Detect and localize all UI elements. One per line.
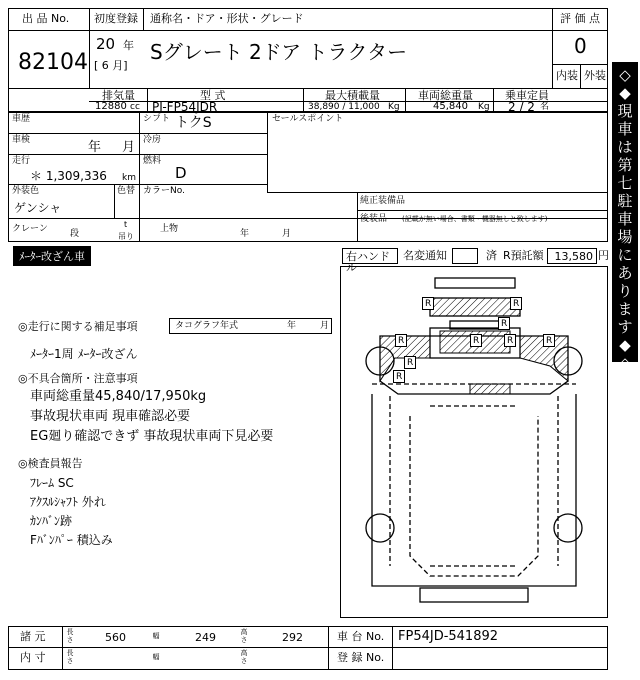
sidebar-char: ま <box>617 300 633 318</box>
gross-weight-label: 車両総重量 <box>418 89 473 102</box>
defects-title: ◎不具合箇所・注意事項 <box>18 372 138 385</box>
sales-point-label: セールスポイント <box>272 114 344 124</box>
damage-mark-r: R <box>422 297 434 310</box>
capacity-value: 2 / 2 <box>508 100 535 114</box>
footer-frame <box>8 626 608 670</box>
inspection-label: 車検 <box>12 135 31 145</box>
inspection-year-unit: 年 <box>88 140 102 155</box>
capacity-unit: 名 <box>540 102 550 112</box>
inspector-title: ◎検査員報告 <box>18 457 83 470</box>
aftermarket-note: (記載が無い場合、書類・機器無しと致します) <box>402 215 548 223</box>
width-value: 249 <box>195 631 216 644</box>
sidebar-char: 第 <box>617 156 633 174</box>
capacity-label: 乗車定員 <box>505 89 549 102</box>
genuine-label: 純正装備品 <box>360 196 406 206</box>
defect-line: 事故現状車両 現車確認必要 <box>30 409 191 424</box>
ext-color-label: 外装色 <box>12 186 40 196</box>
shift-value: トクS <box>175 115 212 131</box>
sidebar-char: 駐 <box>617 192 633 210</box>
shift-label: シフト <box>143 114 171 124</box>
aftermarket-label: 後装品 <box>360 214 388 224</box>
r-amount: 13,580 <box>547 248 597 264</box>
meter-tampered-tag: ﾒｰﾀｰ改ざん車 <box>13 246 91 266</box>
exterior-label: 外装 <box>584 69 606 82</box>
mileage-unit: km <box>122 173 136 183</box>
sidebar-char: あ <box>617 264 633 282</box>
name-change-box <box>452 248 478 264</box>
defect-line: 車両総重量45,840/17,950kg <box>30 389 207 404</box>
length-value: 560 <box>105 631 126 644</box>
inspector-line: ﾌﾚｰﾑ SC <box>30 476 74 490</box>
damage-mark-r: R <box>395 334 407 347</box>
name-change-label: 名変通知 <box>403 249 447 262</box>
sidebar-char: ◆ <box>619 84 631 102</box>
sidebar-char: 車 <box>617 210 633 228</box>
chassis-label: 車 台 No. <box>337 630 385 643</box>
aircon-label: 冷房 <box>143 135 162 145</box>
lot-no-label: 出 品 No. <box>22 12 70 25</box>
max-load-label: 最大積載量 <box>325 89 380 102</box>
damage-mark-r: R <box>498 317 510 330</box>
damage-mark-r: R <box>510 297 522 310</box>
int-length-label: 長さ <box>66 649 74 665</box>
displacement-label: 排気量 <box>102 89 135 102</box>
model-desc: Sグレート 2ドア トラクター <box>150 40 408 64</box>
steering-box: 右ハンドル <box>342 248 398 264</box>
damage-mark-r: R <box>543 334 555 347</box>
int-width-label: 幅 <box>152 653 160 661</box>
displacement-value: 12880 <box>95 101 127 112</box>
tonnage-bottom: 吊り <box>118 232 134 241</box>
color-code-label: カラーNo. <box>143 186 185 196</box>
max-load-unit: Kg <box>388 102 400 112</box>
r-recorded-label: R預託額 <box>503 249 544 262</box>
sidebar-char: ◆ <box>619 336 631 354</box>
model-desc-label: 通称名・ドア・形状・グレード <box>150 12 304 25</box>
defect-line: EG廻り確認できず 事故現状車両下見必要 <box>30 429 274 444</box>
driving-text: ﾒｰﾀｰ1周 ﾒｰﾀｰ改ざん <box>30 347 138 361</box>
length-label: 長さ <box>66 628 74 644</box>
width-label: 幅 <box>152 632 160 640</box>
model-code-value: PJ-FP54JDR <box>152 100 218 114</box>
grade-value: 0 <box>574 34 587 58</box>
inspector-line: Fﾊﾞﾝﾊﾟｰ 積込み <box>30 533 113 547</box>
interior-dims-label: 内 寸 <box>20 651 46 664</box>
height-value: 292 <box>282 631 303 644</box>
inspector-line: ｶﾝﾊﾞﾝ跡 <box>30 514 73 528</box>
first-reg-label: 初度登録 <box>94 12 138 25</box>
lot-no: 82104 <box>18 50 88 75</box>
height-label: 高さ <box>240 628 248 644</box>
fuel-label: 燃料 <box>143 156 162 166</box>
sidebar-char: 場 <box>617 228 633 246</box>
damage-mark-r: R <box>404 356 416 369</box>
tachograph-year: 年 <box>287 321 297 331</box>
color-change-label: 色替 <box>117 186 136 196</box>
interior-label: 内装 <box>556 69 578 82</box>
body-year-unit: 年 <box>240 229 250 239</box>
first-reg-year-unit: 年 <box>123 39 134 52</box>
first-reg-year: 20 <box>96 35 116 53</box>
sidebar-char: ◇ <box>619 66 631 84</box>
body-label: 上物 <box>160 224 179 234</box>
r-unit: 円 <box>598 249 609 262</box>
crane-label: クレーン <box>12 224 48 234</box>
reg-label: 登 録 No. <box>337 651 385 664</box>
driving-title: ◎走行に関する補足事項 <box>18 320 138 333</box>
grade-label: 評 価 点 <box>560 12 600 25</box>
body-month-unit: 月 <box>282 229 292 239</box>
fuel-value: D <box>175 164 187 182</box>
sidebar-char: 七 <box>617 174 633 192</box>
damage-mark-r: R <box>470 334 482 347</box>
sidebar-char: り <box>617 282 633 300</box>
inspection-month-unit: 月 <box>122 140 136 155</box>
mileage-value: ＊ 1,309,336 <box>30 169 107 183</box>
damage-mark-r: R <box>504 334 516 347</box>
sidebar-char: は <box>617 138 633 156</box>
history-label: 車歴 <box>12 114 31 124</box>
damage-mark-r: R <box>393 370 405 383</box>
tonnage-top: t <box>124 220 128 229</box>
int-height-label: 高さ <box>240 649 248 665</box>
gross-weight-value: 45,840 <box>433 101 468 112</box>
displacement-unit: cc <box>130 102 140 112</box>
ext-color-value: ゲンシャ <box>14 201 62 215</box>
tachograph-month: 月 <box>320 321 330 331</box>
sidebar-char: 車 <box>617 120 633 138</box>
tachograph-label: タコグラフ年式 <box>175 321 239 331</box>
gross-weight-unit: Kg <box>478 102 490 112</box>
mileage-label: 走行 <box>12 156 31 166</box>
sidebar-char: ◇ <box>619 354 631 372</box>
sidebar-char: に <box>617 246 633 264</box>
inspector-line: ｱｸｽﾙｼｬﾌﾄ 外れ <box>30 495 106 509</box>
sidebar-char: す <box>617 318 633 336</box>
location-sidebar <box>612 62 638 372</box>
dims-label: 諸 元 <box>20 630 46 643</box>
r-check: 済 <box>486 249 497 262</box>
crane-stage-label: 段 <box>70 229 80 239</box>
first-reg-month: [ 6 月] <box>94 59 128 72</box>
sidebar-char: 現 <box>617 102 633 120</box>
chassis-value: FP54JD-541892 <box>398 629 499 644</box>
truck-damage-diagram <box>340 266 608 618</box>
max-load-value: 38,890 / 11,000 <box>308 102 380 112</box>
model-code-label: 型 式 <box>200 89 226 102</box>
